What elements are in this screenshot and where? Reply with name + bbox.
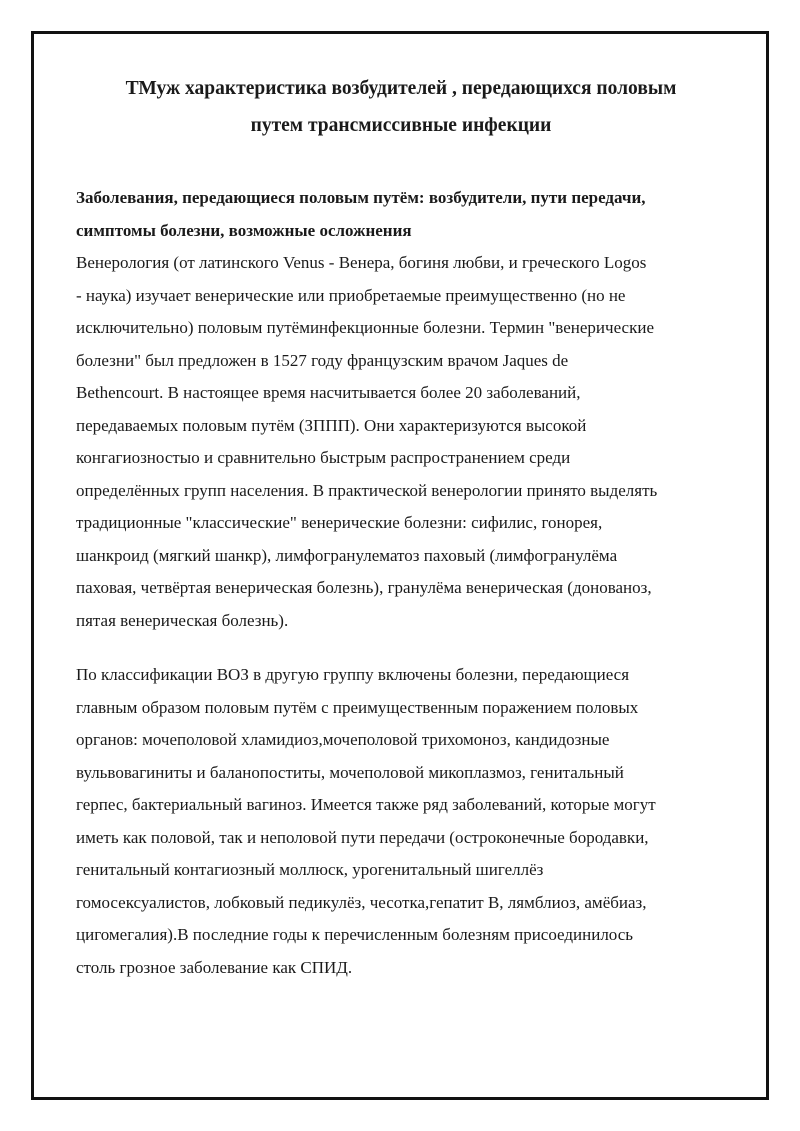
text-line: органов: мочеполовой хламидиоз,мочеполовой трихомоноз, кандидозные <box>76 730 610 749</box>
section-heading <box>76 182 726 247</box>
heading-line: симптомы болезни, возможные осложнения <box>76 220 412 240</box>
text-line: передаваемых половым путём (ЗППП). Они характеризуются высокой <box>76 415 587 435</box>
text-line: гомосексуалистов, лобковый педикулёз, чесотка,гепатит В, лямблиоз, амёбиаз, <box>76 892 647 912</box>
text-line: шанкроид (мягкий шанкр), лимфогранулематоз паховый (лимфогранулёма <box>76 545 618 565</box>
text-line: - наука) изучает венерические или приобретаемые преимущественно (но не <box>76 285 626 305</box>
text-line: генитальный контагиозный моллюск, урогенитальный шигеллёз <box>76 860 544 879</box>
text-line: герпес, бактериальный вагиноз. Имеется также ряд заболеваний, которые могут <box>76 795 656 814</box>
text-line: паховая, четвёртая венерическая болезнь), гранулёма венерическая (донованоз, <box>76 578 652 597</box>
text-line: вульвовагиниты и баланопоститы, мочеполовой микоплазмоз, генитальный <box>76 762 624 782</box>
paragraph-who-classification <box>76 659 726 984</box>
text-line: пятая венерическая болезнь). <box>76 610 289 630</box>
heading-line: Заболевания, передающиеся половым путём: возбудители, пути передачи, <box>76 188 646 207</box>
text-line: традиционные "классические" венерические болезни: сифилис, гонорея, <box>76 513 603 532</box>
document-body <box>76 70 726 984</box>
text-line: Bethencourt. В настоящее время насчитывается более 20 заболеваний, <box>76 383 581 402</box>
title-line: ТМуж характеристика возбудителей , передающихся половым <box>125 78 677 99</box>
text-line: цигомегалия).В последние годы к перечисленным болезням присоединилось <box>76 925 634 944</box>
text-line: болезни" был предложен в 1527 году французским врачом Jaques de <box>76 350 569 370</box>
text-line: конгагиозностыо и сравнительно быстрым распространением среди <box>76 448 571 467</box>
text-line: иметь как половой, так и неполовой пути передачи (остроконечные бородавки, <box>76 827 649 847</box>
title-line: путем трансмиссивные инфекции <box>250 115 552 136</box>
text-line: По классификации ВОЗ в другую группу включены болезни, передающиеся <box>76 665 630 684</box>
text-line: исключительно) половым путёминфекционные болезни. Термин "венерические <box>76 318 654 337</box>
text-line: главным образом половым путём с преимущественным поражением половых <box>76 697 639 717</box>
text-line: столь грозное заболевание как СПИД. <box>76 957 353 977</box>
document-title <box>76 70 726 144</box>
paragraph-venereology <box>76 247 726 637</box>
text-line: Венерология (от латинского Venus - Венера, богиня любви, и греческого Logos <box>76 253 647 272</box>
text-line: определённых групп населения. В практической венерологии принято выделять <box>76 480 658 500</box>
